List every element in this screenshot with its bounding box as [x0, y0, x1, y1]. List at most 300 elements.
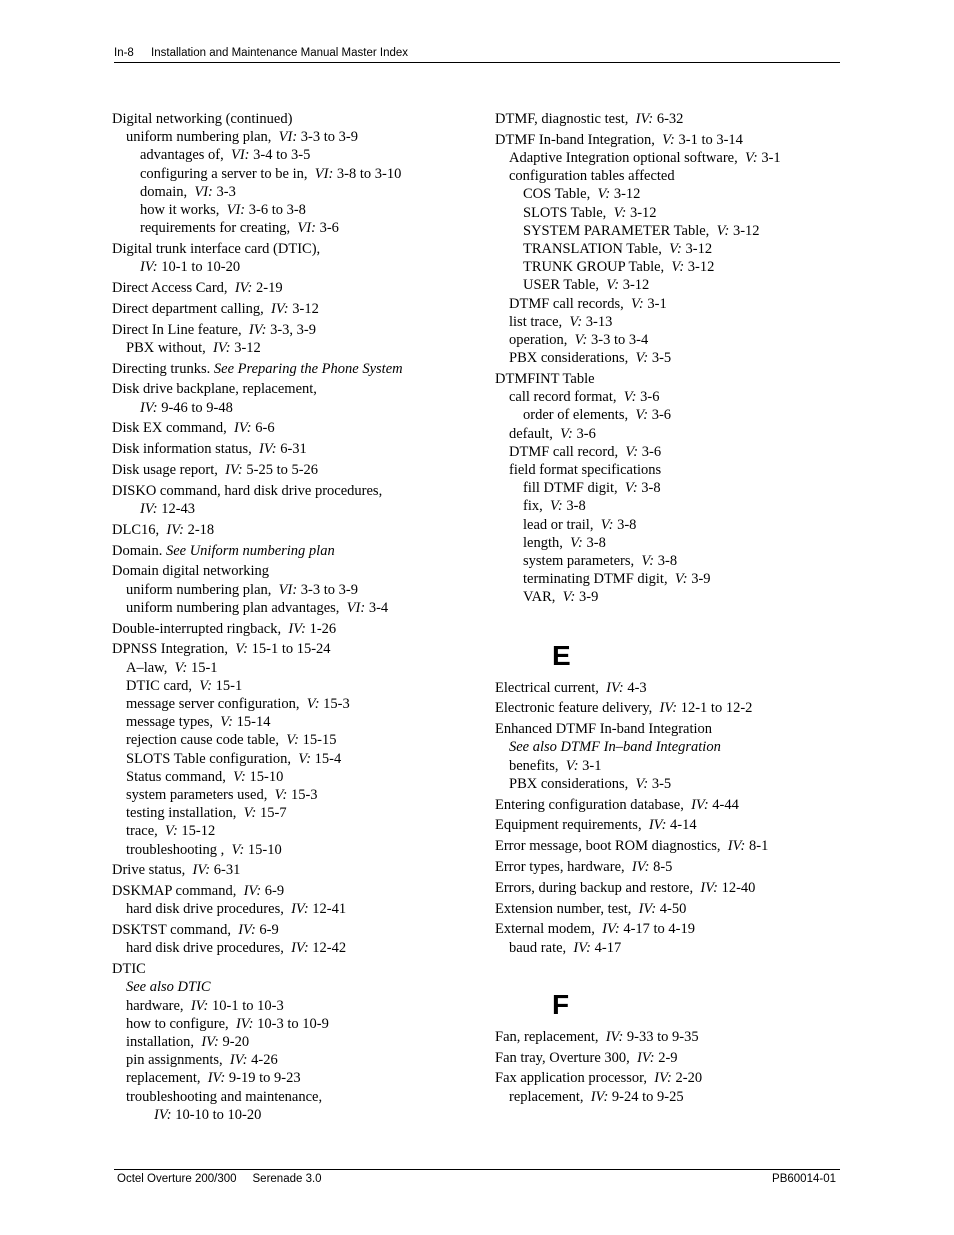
entry-term: replacement,	[509, 1088, 584, 1105]
footer-product: Octel Overture 200/300 Serenade 3.0	[117, 1173, 322, 1185]
index-subentry	[495, 425, 840, 443]
index-subentry	[112, 695, 482, 713]
page-ref: 15-15	[302, 732, 337, 749]
entry-term: replacement,	[126, 1070, 201, 1087]
index-subentry	[495, 222, 840, 240]
index-subentry	[495, 570, 840, 588]
page-ref: 3-8	[617, 516, 637, 533]
entry-term: Error message, boot ROM diagnostics,	[495, 838, 721, 855]
volume-ref: V:	[669, 241, 682, 258]
volume-ref: V:	[662, 131, 675, 148]
index-subentry	[112, 822, 482, 840]
index-subentry	[112, 750, 482, 768]
index-subentry	[112, 258, 482, 276]
volume-ref: V:	[574, 332, 588, 349]
page-ref: 3-6	[640, 389, 660, 406]
entry-term: requirements for creating,	[140, 220, 291, 237]
entry-term: Directing trunks.	[112, 360, 211, 377]
entry-term: Adaptive Integration optional software,	[509, 150, 738, 166]
page-ref: 3-13	[585, 313, 613, 330]
index-entry	[495, 796, 840, 814]
section-spacer	[495, 607, 840, 639]
page-ref: 12-43	[161, 501, 196, 517]
volume-ref: V:	[613, 204, 627, 221]
entry-term: TRANSLATION Table,	[523, 241, 662, 258]
section-letter: E	[552, 639, 571, 671]
page-ref: 3-6	[651, 407, 672, 424]
volume-ref: IV:	[606, 679, 624, 696]
index-subentry	[495, 775, 840, 793]
index-subentry	[112, 599, 482, 617]
volume-ref: IV:	[248, 321, 267, 338]
volume-ref: V:	[165, 823, 178, 840]
page-ref: 6-9	[259, 922, 279, 939]
index-subentry	[495, 497, 840, 515]
page-ref: 15-1 to 15-24	[251, 641, 331, 658]
page-ref: 3-6	[319, 220, 339, 237]
entry-term: Fan, replacement,	[495, 1028, 599, 1045]
index-subentry	[495, 149, 840, 167]
page-ref: 9-46 to 9-48	[161, 399, 233, 416]
volume-ref: IV:	[288, 620, 306, 637]
volume-ref: V:	[744, 150, 758, 166]
page-ref: 15-1	[190, 659, 218, 676]
index-subentry	[112, 659, 482, 677]
page-ref: 15-4	[314, 750, 342, 767]
volume-ref: V:	[565, 757, 579, 774]
index-subentry	[112, 804, 482, 822]
page-ref: 6-9	[264, 883, 285, 900]
page-ref: 3-1	[582, 757, 602, 774]
page-ref: 3-8	[586, 534, 606, 551]
entry-term: list trace,	[509, 313, 563, 330]
volume-ref: IV:	[291, 901, 309, 918]
page-ref: 3-6 to 3-8	[248, 202, 306, 219]
volume-ref: VI:	[346, 599, 366, 616]
entry-term: benefits,	[509, 757, 559, 774]
volume-ref: V:	[635, 775, 649, 792]
index-entry	[112, 960, 482, 978]
entry-term: troubleshooting ,	[126, 841, 225, 858]
page-ref: 6-31	[213, 862, 241, 879]
entry-term: baud rate,	[509, 939, 567, 956]
page-ref: 4-44	[712, 796, 739, 813]
entry-term: DISKO command, hard disk drive procedures,	[112, 482, 383, 499]
entry-term: DLC16,	[112, 521, 160, 538]
page-ref: 3-3 to 3-9	[300, 581, 358, 598]
page-ref: 3-12	[629, 204, 657, 221]
volume-ref: V:	[569, 313, 583, 330]
entry-term: Double-interrupted ringback,	[112, 620, 282, 637]
index-subentry	[112, 713, 482, 731]
page-ref: 3-12	[292, 300, 319, 317]
entry-term: DPNSS Integration,	[112, 641, 228, 658]
volume-ref: V:	[570, 534, 583, 551]
index-subentry	[112, 581, 482, 599]
index-entry	[112, 279, 482, 297]
entry-term: USER Table,	[523, 277, 600, 294]
volume-ref: IV:	[234, 420, 252, 437]
entry-term: DTMF call record,	[509, 443, 619, 460]
volume-ref: V:	[635, 350, 649, 367]
volume-ref: VI:	[314, 165, 334, 182]
volume-ref: V:	[716, 222, 730, 239]
volume-ref: IV:	[271, 300, 289, 317]
volume-ref: IV:	[631, 859, 650, 876]
page-ref: 8-1	[748, 838, 769, 855]
volume-ref: V:	[549, 498, 563, 515]
entry-term: advantages of,	[140, 147, 224, 164]
index-subentry	[495, 738, 840, 756]
entry-term: VAR,	[523, 589, 556, 606]
page-ref: 3-6	[641, 443, 662, 460]
page-ref: 3-9	[579, 589, 599, 606]
index-entry	[112, 542, 482, 560]
volume-ref: V:	[597, 186, 611, 203]
entry-term: Entering configuration database,	[495, 796, 684, 813]
index-entry	[112, 300, 482, 318]
entry-term: how it works,	[140, 202, 220, 219]
entry-term: lead or trail,	[523, 516, 594, 533]
entry-term: configuring a server to be in,	[140, 165, 308, 182]
index-entry	[112, 521, 482, 539]
page-ref: 3-1	[647, 295, 667, 312]
page-ref: 3-4 to 3-5	[253, 147, 311, 164]
volume-ref: IV:	[700, 879, 718, 896]
entry-term: configuration tables affected	[509, 168, 675, 185]
volume-ref: VI:	[278, 581, 298, 598]
index-entry	[495, 1049, 840, 1067]
volume-ref: IV:	[213, 339, 231, 356]
entry-term: terminating DTMF digit,	[523, 571, 668, 588]
page-ref: 12-41	[312, 901, 347, 918]
entry-term: operation,	[509, 332, 568, 349]
index-entry	[495, 699, 840, 717]
index-subentry	[112, 219, 482, 237]
entry-term: Electronic feature delivery,	[495, 700, 653, 717]
volume-ref: IV:	[154, 1106, 172, 1123]
volume-ref: V:	[199, 677, 213, 694]
index-subentry	[495, 479, 840, 497]
index-subentry	[112, 399, 482, 417]
volume-ref: IV:	[259, 441, 277, 458]
entry-term: fix,	[523, 498, 543, 515]
index-subentry	[495, 185, 840, 203]
volume-ref: VI:	[297, 220, 316, 237]
page-ref: 12-40	[721, 879, 756, 896]
index-entry	[495, 720, 840, 738]
index-column-left	[112, 110, 482, 1124]
index-subentry	[495, 461, 840, 479]
page-ref: 4-26	[251, 1052, 278, 1069]
page-ref: 3-5	[651, 350, 672, 367]
volume-ref: V:	[606, 277, 620, 294]
page-ref: 12-42	[312, 940, 347, 957]
entry-term: trace,	[126, 823, 158, 840]
index-entry	[495, 920, 840, 938]
volume-ref: V:	[631, 295, 644, 312]
index-subentry	[495, 588, 840, 606]
entry-term: COS Table,	[523, 186, 591, 203]
index-subentry	[495, 534, 840, 552]
page-ref: 10-10 to 10-20	[175, 1106, 262, 1123]
page-ref: 4-17	[594, 939, 622, 956]
entry-term: Equipment requirements,	[495, 817, 642, 834]
page-ref: 3-8	[657, 553, 678, 570]
page-ref: 1-26	[309, 620, 337, 637]
index-subentry	[495, 331, 840, 349]
entry-term: Errors, during backup and restore,	[495, 879, 694, 896]
page-ref: 3-1	[761, 150, 781, 166]
index-subentry	[112, 997, 482, 1015]
index-entry	[112, 380, 482, 398]
index-subentry	[495, 240, 840, 258]
entry-term: Error types, hardware,	[495, 859, 625, 876]
index-subentry	[495, 349, 840, 367]
volume-ref: IV:	[691, 796, 709, 813]
entry-term: Disk usage report,	[112, 462, 218, 478]
volume-ref: V:	[623, 389, 637, 406]
index-entry	[112, 461, 482, 479]
entry-term: hard disk drive procedures,	[126, 901, 284, 918]
entry-term: DTIC card,	[126, 677, 193, 694]
see-reference: See Uniform numbering plan	[165, 542, 335, 559]
entry-term: DSKMAP command,	[112, 883, 237, 900]
entry-term: domain,	[140, 183, 188, 200]
see-reference: See also DTIC	[126, 979, 211, 996]
index-subentry	[112, 1106, 482, 1124]
volume-ref: V:	[625, 443, 639, 460]
volume-ref: IV:	[140, 399, 158, 416]
volume-ref: IV:	[659, 700, 678, 717]
index-subentry	[495, 552, 840, 570]
volume-ref: V:	[174, 659, 188, 676]
entry-term: DTMF, diagnostic test,	[495, 111, 629, 127]
entry-term: TRUNK GROUP Table,	[523, 259, 665, 276]
entry-term: field format specifications	[509, 462, 662, 479]
entry-term: how to configure,	[126, 1015, 229, 1032]
index-entry	[112, 240, 482, 258]
entry-term: Extension number, test,	[495, 900, 632, 917]
page-ref: 15-14	[236, 714, 271, 731]
entry-term: Domain.	[112, 542, 163, 559]
entry-term: A–law,	[126, 659, 168, 676]
entry-term: Digital networking (continued)	[112, 111, 293, 127]
index-subentry	[495, 276, 840, 294]
entry-term: hard disk drive procedures,	[126, 940, 284, 957]
index-entry	[495, 679, 840, 697]
entry-term: uniform numbering plan,	[126, 581, 272, 598]
page-ref: 3-4	[368, 599, 389, 616]
page-ref: 2-19	[256, 280, 283, 297]
page-ref: 3-9	[691, 571, 711, 588]
entry-term: PBX considerations,	[509, 350, 629, 367]
entry-term: Drive status,	[112, 862, 186, 879]
page-ref: 4-50	[659, 900, 687, 917]
entry-term: message types,	[126, 714, 213, 731]
volume-ref: IV:	[602, 921, 620, 938]
page-ref: 3-1 to 3-14	[678, 131, 743, 148]
volume-ref: V:	[635, 407, 649, 424]
page-ref: 2-20	[675, 1070, 703, 1087]
volume-ref: V:	[286, 732, 299, 749]
index-entry	[112, 419, 482, 437]
volume-ref: IV:	[654, 1070, 672, 1087]
volume-ref: V:	[600, 516, 614, 533]
index-entry	[112, 620, 482, 638]
page-ref: 2-18	[187, 521, 215, 538]
page-ref: 3-5	[651, 775, 672, 792]
index-subentry	[112, 339, 482, 357]
volume-ref: V:	[243, 805, 257, 822]
page-ref: 4-14	[670, 817, 697, 834]
index-subentry	[495, 167, 840, 185]
volume-ref: IV:	[638, 900, 657, 917]
entry-term: hardware,	[126, 997, 184, 1014]
page-ref: 3-3, 3-9	[270, 321, 316, 338]
volume-ref: IV:	[605, 1028, 624, 1045]
page-ref: 4-3	[627, 679, 647, 696]
index-entry	[495, 1069, 840, 1087]
index-subentry	[112, 1088, 482, 1106]
entry-term: length,	[523, 534, 563, 551]
volume-ref: IV:	[238, 922, 256, 939]
page-ref: 3-3 to 3-4	[591, 332, 649, 349]
index-subentry	[112, 500, 482, 518]
volume-ref: V:	[562, 589, 576, 606]
page-ref: 12-1 to 12-2	[680, 700, 753, 717]
index-entry	[112, 562, 482, 580]
index-subentry	[112, 1051, 482, 1069]
volume-ref: IV:	[648, 817, 667, 834]
index-entry	[112, 440, 482, 458]
footer-doc-number: PB60014-01	[772, 1173, 836, 1185]
volume-ref: V:	[274, 787, 288, 804]
index-subentry	[495, 516, 840, 534]
entry-term: call record format,	[509, 389, 617, 406]
page-ref: 6-32	[656, 111, 684, 127]
index-subentry	[112, 183, 482, 201]
volume-ref: IV:	[190, 997, 209, 1014]
entry-term: order of elements,	[523, 407, 629, 424]
entry-term: SYSTEM PARAMETER Table,	[523, 222, 710, 239]
page-ref: 3-3	[216, 183, 236, 200]
volume-ref: V:	[560, 425, 573, 442]
page-ref: 6-31	[280, 441, 307, 458]
page-number: In-8	[114, 47, 134, 59]
index-entry	[495, 131, 840, 149]
page-ref: 8-5	[653, 859, 673, 876]
index-subentry	[112, 841, 482, 859]
page-ref: 9-33 to 9-35	[626, 1028, 699, 1045]
volume-ref: VI:	[194, 183, 213, 200]
index-entry	[112, 110, 482, 128]
volume-ref: IV:	[192, 862, 211, 879]
page-ref: 3-8	[641, 480, 661, 497]
page-ref: 15-12	[181, 823, 216, 840]
index-subentry	[495, 258, 840, 276]
volume-ref: V:	[233, 768, 246, 785]
entry-term: Direct department calling,	[112, 300, 264, 317]
page-ref: 3-12	[613, 186, 641, 203]
volume-ref: V:	[298, 750, 312, 767]
index-subentry	[112, 128, 482, 146]
volume-ref: V:	[641, 553, 655, 570]
page-ref: 3-12	[685, 241, 713, 258]
index-entry	[112, 882, 482, 900]
entry-term: PBX considerations,	[509, 775, 629, 792]
volume-ref: V:	[235, 641, 248, 658]
index-subentry	[112, 731, 482, 749]
index-entry	[495, 858, 840, 876]
page-footer	[114, 1169, 840, 1187]
page-ref: 15-7	[259, 805, 287, 822]
index-subentry	[495, 295, 840, 313]
entry-term: Domain digital networking	[112, 563, 270, 580]
entry-term: system parameters used,	[126, 787, 268, 804]
index-entry	[495, 816, 840, 834]
entry-term: DTMFINT Table	[495, 371, 595, 388]
entry-term: Enhanced DTMF In-band Integration	[495, 721, 713, 738]
index-subentry	[495, 939, 840, 957]
page-ref: 10-1 to 10-20	[161, 259, 241, 276]
index-subentry	[112, 1015, 482, 1033]
entry-term: message server configuration,	[126, 696, 300, 712]
entry-term: DSKTST command,	[112, 922, 231, 939]
volume-ref: V:	[624, 480, 638, 497]
entry-term: testing installation,	[126, 805, 237, 822]
volume-ref: IV:	[225, 462, 243, 478]
page-ref: 3-12	[687, 259, 715, 276]
section-letter: F	[552, 988, 570, 1020]
entry-term: rejection cause code table,	[126, 732, 279, 749]
entry-term: Disk EX command,	[112, 420, 227, 437]
volume-ref: V:	[220, 714, 233, 731]
entry-term: Electrical current,	[495, 679, 599, 696]
index-subentry	[495, 406, 840, 424]
volume-ref: IV:	[140, 259, 158, 276]
volume-ref: IV:	[243, 883, 262, 900]
volume-ref: IV:	[590, 1088, 609, 1105]
page-ref: 9-20	[222, 1034, 250, 1051]
index-subentry	[112, 978, 482, 996]
index-entry	[112, 360, 482, 378]
volume-ref: IV:	[635, 111, 654, 127]
index-subentry	[495, 757, 840, 775]
entry-term: External modem,	[495, 921, 595, 938]
volume-ref: VI:	[231, 147, 250, 164]
entry-term: SLOTS Table configuration,	[126, 750, 292, 767]
volume-ref: IV:	[234, 280, 253, 297]
index-subentry	[112, 1069, 482, 1087]
index-subentry	[112, 939, 482, 957]
index-entry	[495, 370, 840, 388]
entry-term: uniform numbering plan advantages,	[126, 599, 340, 616]
volume-ref: IV:	[291, 940, 309, 957]
index-subentry	[112, 201, 482, 219]
volume-ref: IV:	[140, 501, 158, 517]
index-subentry	[495, 1088, 840, 1106]
page-ref: 9-24 to 9-25	[611, 1088, 684, 1105]
page-ref: 9-19 to 9-23	[228, 1070, 301, 1087]
entry-term: DTMF call records,	[509, 295, 624, 312]
index-subentry	[495, 443, 840, 461]
page-ref: 3-12	[622, 277, 650, 294]
entry-term: Disk information status,	[112, 441, 252, 458]
page-ref: 3-8 to 3-10	[336, 165, 402, 182]
volume-ref: V:	[671, 259, 685, 276]
page-ref: 3-12	[234, 339, 261, 356]
